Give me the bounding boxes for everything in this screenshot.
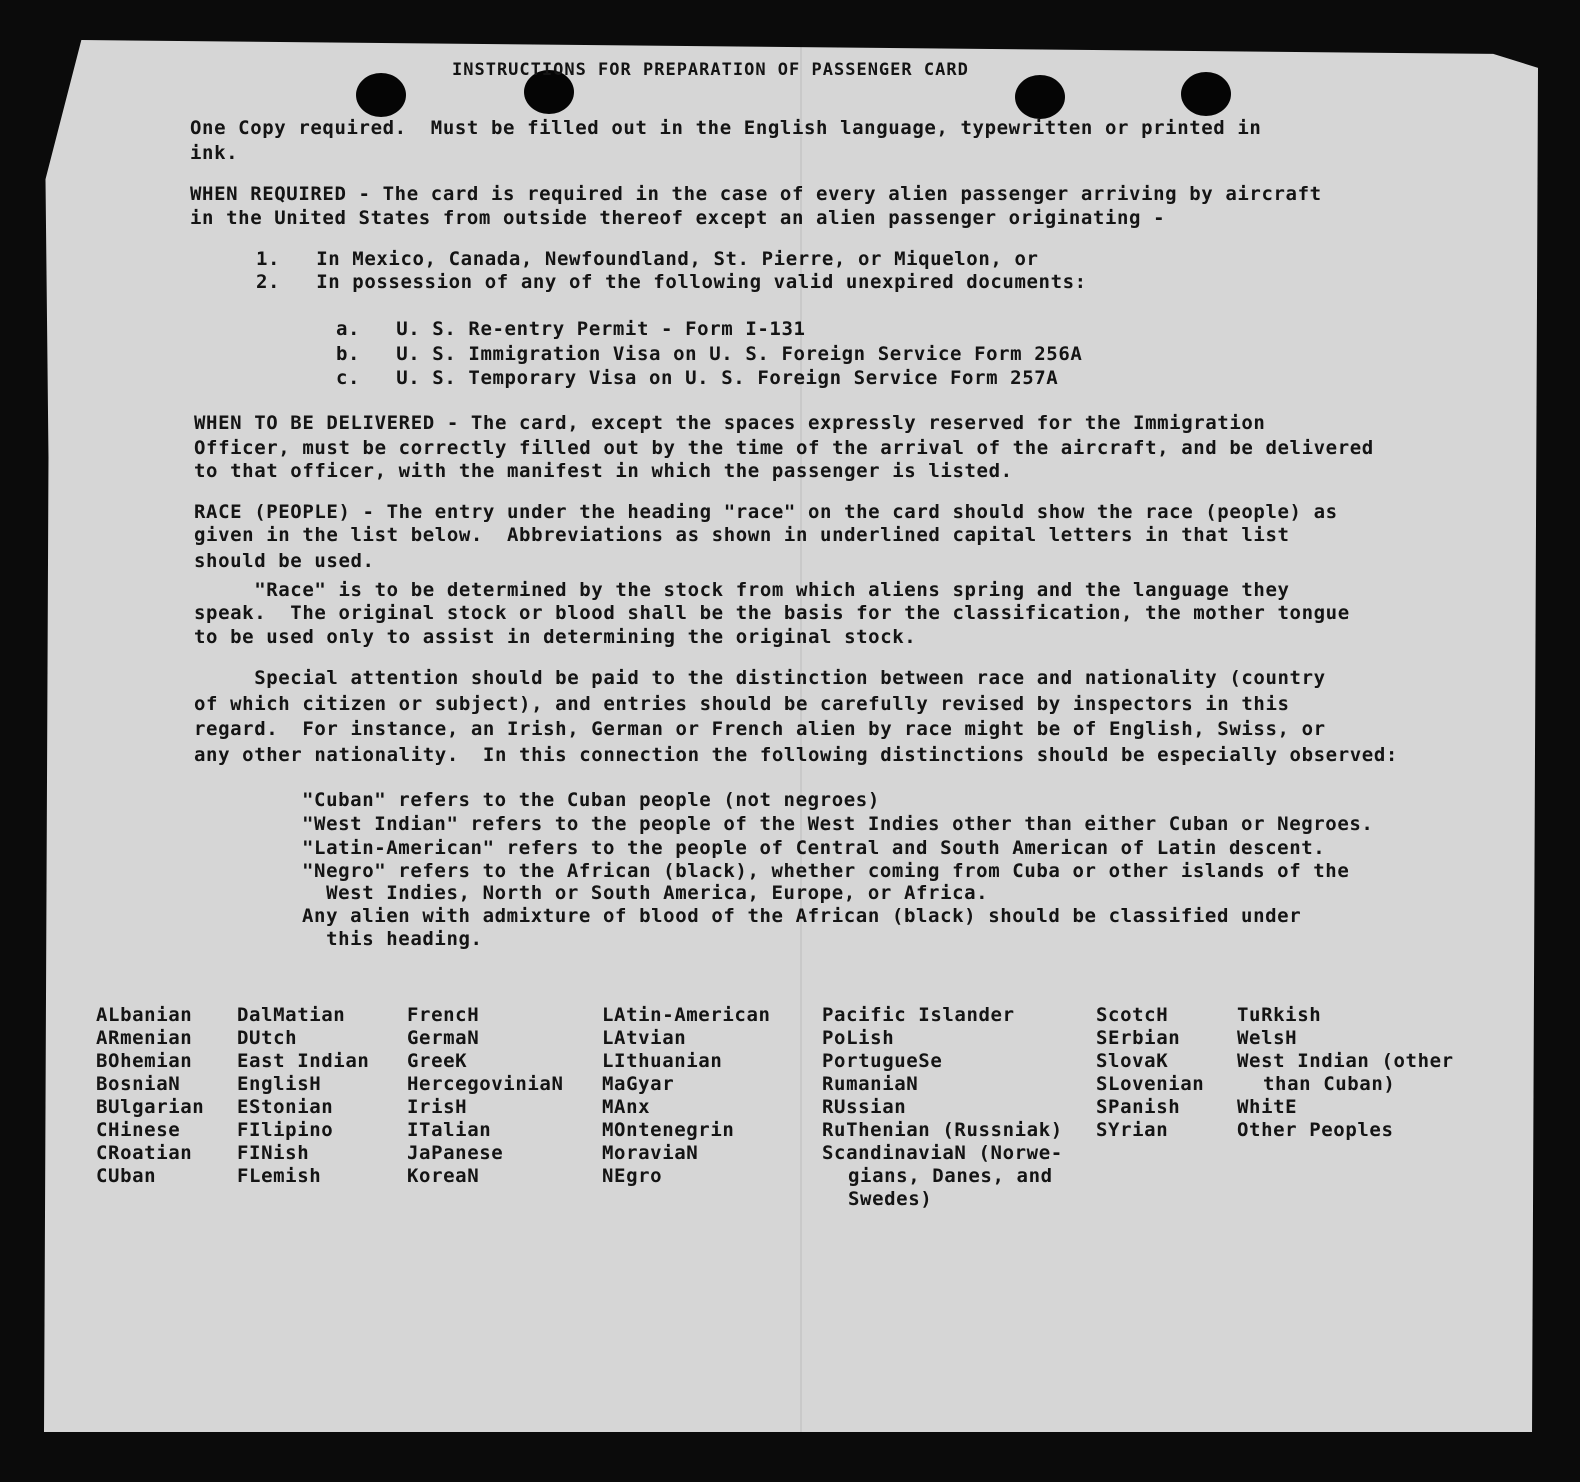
race-item: KoreaN xyxy=(407,1165,480,1187)
race-definition-line: to be used only to assist in determining the original stock. xyxy=(194,626,917,648)
race-item: SlovaK xyxy=(1096,1050,1169,1072)
race-item: LAtin-American xyxy=(602,1004,771,1026)
race-list-column xyxy=(602,1004,771,1188)
race-item: HercegoviniaN xyxy=(407,1073,564,1095)
race-line: given in the list below. Abbreviations as shown in underlined capital letters in that list xyxy=(194,524,1290,546)
race-item: ScandinaviaN (Norwe- xyxy=(822,1142,1063,1164)
distinction-line: Any alien with admixture of blood of the African (black) should be classified under xyxy=(302,905,1302,927)
race-item: SPanish xyxy=(1096,1096,1181,1118)
race-item: WhitE xyxy=(1237,1096,1298,1118)
intro-line: ink. xyxy=(190,142,239,164)
race-item: NEgro xyxy=(602,1165,663,1187)
race-item: ITalian xyxy=(407,1119,492,1141)
race-item: LAtvian xyxy=(602,1027,687,1049)
race-item: CRoatian xyxy=(96,1142,193,1164)
when-delivered-line: WHEN TO BE DELIVERED - The card, except the spaces expressly reserved for the Immigration xyxy=(194,412,1266,434)
race-item: ALbanian xyxy=(96,1004,193,1026)
race-item: ARmenian xyxy=(96,1027,193,1049)
race-item: RuThenian (Russniak) xyxy=(822,1119,1063,1141)
race-item: EnglisH xyxy=(237,1073,322,1095)
special-attention-line: regard. For instance, an Irish, German or French alien by race might be of English, Swiss, or xyxy=(194,718,1326,740)
race-item: MAnx xyxy=(602,1096,651,1118)
race-item: FrencH xyxy=(407,1004,480,1026)
distinction-line: "Negro" refers to the African (black), whether coming from Cuba or other islands of the xyxy=(302,860,1350,882)
punch-hole xyxy=(356,73,406,117)
distinction-line: this heading. xyxy=(302,928,483,950)
race-item: FINish xyxy=(237,1142,310,1164)
race-item: DalMatian xyxy=(237,1004,346,1026)
race-item: MOntenegrin xyxy=(602,1119,735,1141)
race-list-column xyxy=(407,1004,564,1188)
distinction-line: "West Indian" refers to the people of the West Indies other than either Cuban or Negroes. xyxy=(302,813,1374,835)
race-item: Pacific Islander xyxy=(822,1004,1015,1026)
race-item: FLemish xyxy=(237,1165,322,1187)
when-delivered-line: to that officer, with the manifest in which the passenger is listed. xyxy=(194,460,1013,482)
document-list-item: a. U. S. Re-entry Permit - Form I-131 xyxy=(336,318,806,340)
distinction-line: "Latin-American" refers to the people of Central and South American of Latin descent. xyxy=(302,837,1326,859)
race-item: BOhemian xyxy=(96,1050,193,1072)
special-attention-line: Special attention should be paid to the distinction between race and nationality (country xyxy=(194,667,1326,689)
race-item: East Indian xyxy=(237,1050,370,1072)
race-item: WelsH xyxy=(1237,1027,1298,1049)
race-definition-line: "Race" is to be determined by the stock from which aliens spring and the language they xyxy=(194,579,1290,601)
race-item: LIthuanian xyxy=(602,1050,723,1072)
race-item: SLovenian xyxy=(1096,1073,1205,1095)
special-attention-line: of which citizen or subject), and entries should be carefully revised by inspectors in this xyxy=(194,693,1290,715)
when-required-line: WHEN REQUIRED - The card is required in the case of every alien passenger arriving by aircraft xyxy=(190,183,1322,205)
when-delivered-line: Officer, must be correctly filled out by the time of the arrival of the aircraft, and be delivered xyxy=(194,437,1374,459)
race-item: CHinese xyxy=(96,1119,181,1141)
race-item: IrisH xyxy=(407,1096,468,1118)
document-list-item: c. U. S. Temporary Visa on U. S. Foreign Service Form 257A xyxy=(336,367,1059,389)
race-item: GreeK xyxy=(407,1050,468,1072)
numbered-item: 1. In Mexico, Canada, Newfoundland, St. Pierre, or Miquelon, or xyxy=(256,248,1039,270)
race-item: TuRkish xyxy=(1237,1004,1322,1026)
race-item: MoraviaN xyxy=(602,1142,699,1164)
race-list-column xyxy=(237,1004,369,1188)
race-item: GermaN xyxy=(407,1027,480,1049)
race-item: RumaniaN xyxy=(822,1073,919,1095)
race-item: BUlgarian xyxy=(96,1096,205,1118)
race-item-continuation: than Cuban) xyxy=(1263,1073,1396,1095)
punch-hole xyxy=(1015,75,1065,119)
punch-hole xyxy=(1181,72,1231,116)
race-item: Other Peoples xyxy=(1237,1119,1394,1141)
race-list-column xyxy=(96,1004,204,1188)
race-item: RUssian xyxy=(822,1096,907,1118)
race-item-continuation: gians, Danes, and xyxy=(848,1165,1053,1187)
when-required-line: in the United States from outside thereof except an alien passenger originating - xyxy=(190,207,1166,229)
race-item: CUban xyxy=(96,1165,157,1187)
race-definition-line: speak. The original stock or blood shall be the basis for the classification, the mother tongue xyxy=(194,602,1350,624)
race-line: should be used. xyxy=(194,550,375,572)
document-list-item: b. U. S. Immigration Visa on U. S. Foreign Service Form 256A xyxy=(336,343,1083,365)
race-item: DUtch xyxy=(237,1027,298,1049)
numbered-item: 2. In possession of any of the following valid unexpired documents: xyxy=(256,271,1087,293)
distinction-line: "Cuban" refers to the Cuban people (not negroes) xyxy=(302,789,880,811)
race-list-column xyxy=(1096,1004,1204,1142)
race-item: West Indian (other xyxy=(1237,1050,1454,1072)
document-title: INSTRUCTIONS FOR PREPARATION OF PASSENGER CARD xyxy=(452,60,969,80)
race-item: SErbian xyxy=(1096,1027,1181,1049)
race-line: RACE (PEOPLE) - The entry under the heading "race" on the card should show the race (people) as xyxy=(194,501,1338,523)
race-list-column xyxy=(822,1004,1063,1211)
intro-line: One Copy required. Must be filled out in the English language, typewritten or printed in xyxy=(190,117,1262,139)
distinction-line: West Indies, North or South America, Europe, or Africa. xyxy=(302,882,989,904)
race-item: ScotcH xyxy=(1096,1004,1169,1026)
race-item: EStonian xyxy=(237,1096,334,1118)
race-item: JaPanese xyxy=(407,1142,504,1164)
race-item: MaGyar xyxy=(602,1073,675,1095)
race-item: PoLish xyxy=(822,1027,895,1049)
special-attention-line: any other nationality. In this connection the following distinctions should be especially observed: xyxy=(194,744,1398,766)
race-item-continuation: Swedes) xyxy=(848,1188,933,1210)
race-item: SYrian xyxy=(1096,1119,1169,1141)
race-item: PortugueSe xyxy=(822,1050,943,1072)
race-item: BosniaN xyxy=(96,1073,181,1095)
race-list-column xyxy=(1237,1004,1454,1142)
race-item: FIlipino xyxy=(237,1119,334,1141)
